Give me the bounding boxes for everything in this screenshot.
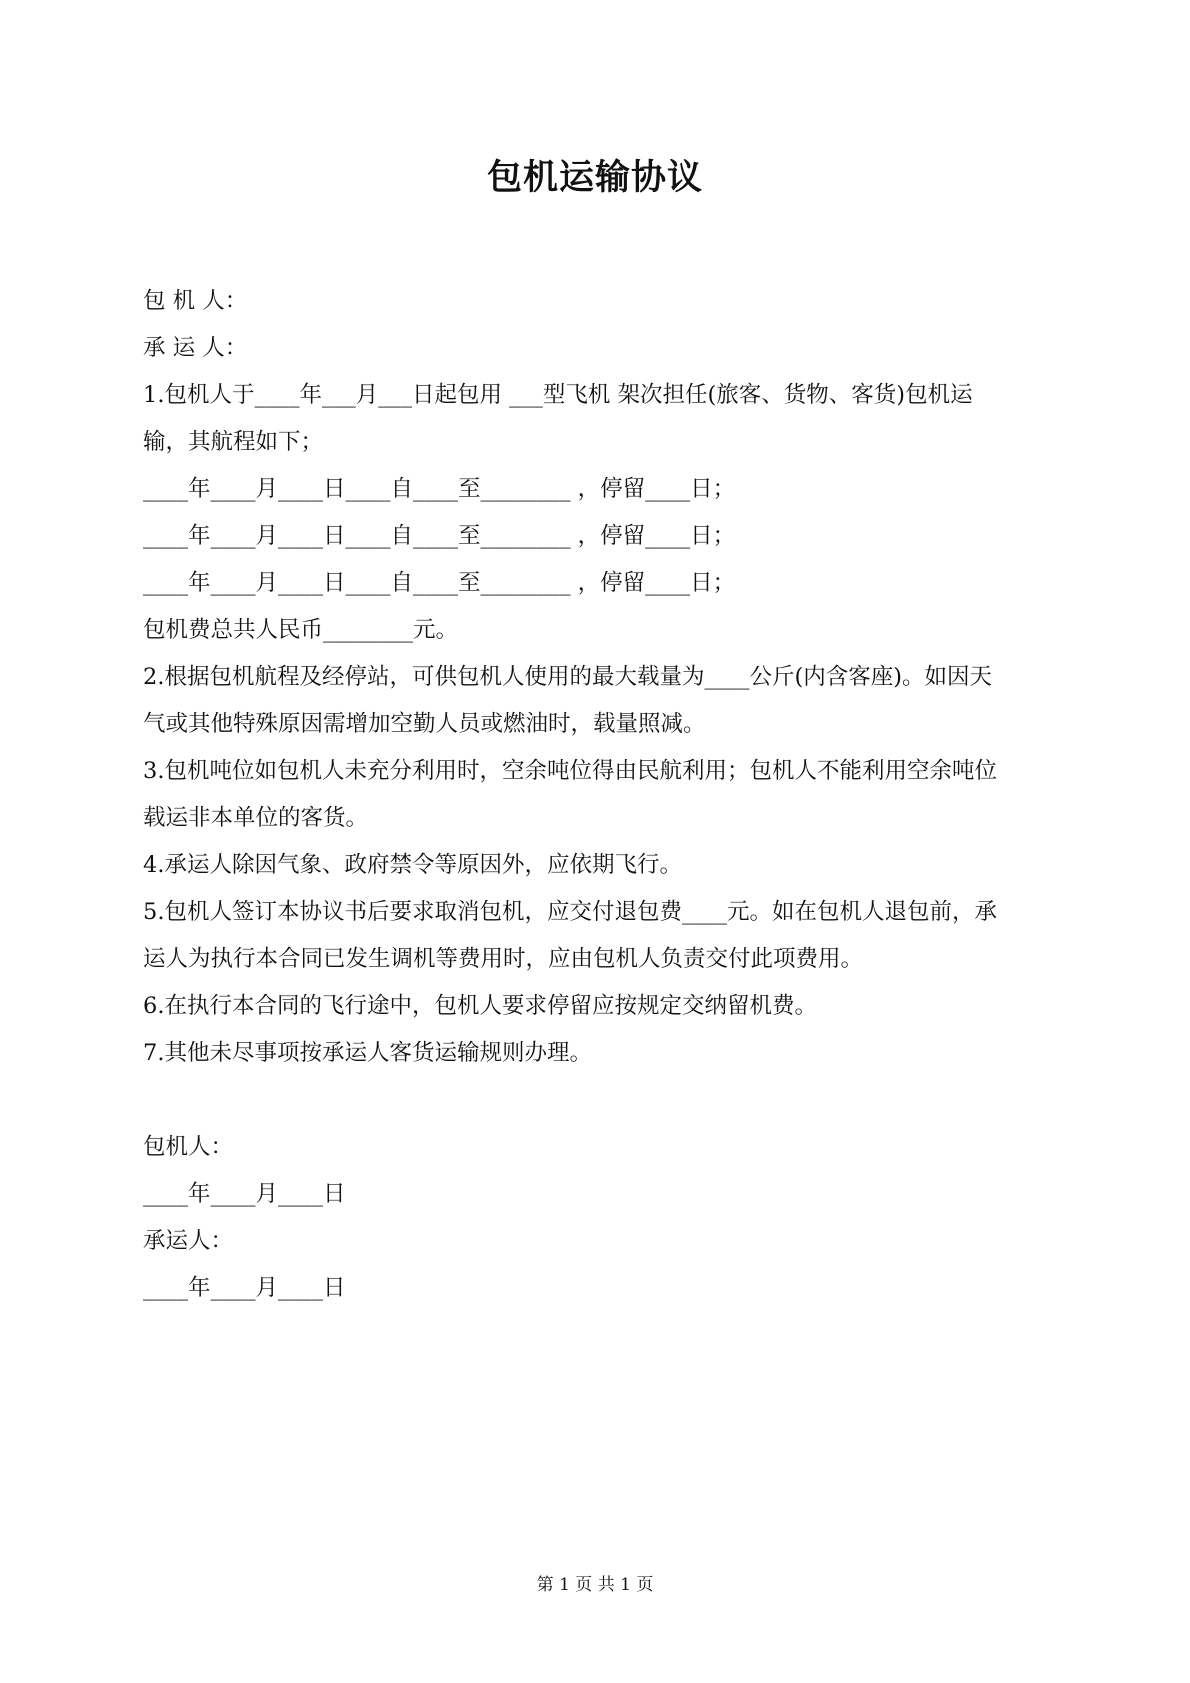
document-title: 包机运输协议 <box>486 158 703 198</box>
clause-1-line-1: 1.包机人于____年___月___日起包用 ___型飞机 架次担任(旅客、货物、客货)包机运 <box>143 382 973 408</box>
clause-3-line-1: 3.包机吨位如包机人未充分利用时，空余吨位得由民航利用；包机人不能利用空余吨位 <box>143 758 997 784</box>
charterer-label: 包 机 人： <box>143 288 248 314</box>
clause-7: 7.其他未尽事项按承运人客货运输规则办理。 <box>143 1040 592 1066</box>
clause-2-line-1: 2.根据包机航程及经停站，可供包机人使用的最大载量为____公斤(内含客座)。如因天 <box>143 664 993 690</box>
signature-carrier-date: ____年____月____日 <box>143 1275 346 1301</box>
signature-spacer <box>143 1077 1057 1124</box>
route-line-2: ____年____月____日____自____至________ ，停留____日； <box>143 523 736 549</box>
clause-6: 6.在执行本合同的飞行途中，包机人要求停留应按规定交纳留机费。 <box>143 993 817 1019</box>
signature-charterer-date: ____年____月____日 <box>143 1181 346 1207</box>
signature-charterer-label: 包机人： <box>143 1134 234 1160</box>
clause-4: 4.承运人除因气象、政府禁令等原因外，应依期飞行。 <box>143 852 682 878</box>
route-line-3: ____年____月____日____自____至________ ，停留____日； <box>143 570 736 596</box>
clause-2-line-2: 气或其他特殊原因需增加空勤人员或燃油时，载量照减。 <box>143 711 706 737</box>
route-line-1: ____年____月____日____自____至________ ，停留____日； <box>143 476 736 502</box>
carrier-label: 承 运 人： <box>143 335 248 361</box>
charter-fee-line: 包机费总共人民币________元。 <box>143 617 459 643</box>
signature-carrier-label: 承运人： <box>143 1228 234 1254</box>
page-footer: 第 1 页 共 1 页 <box>536 1575 654 1595</box>
clause-5-line-1: 5.包机人签订本协议书后要求取消包机，应交付退包费____元。如在包机人退包前，承 <box>143 899 997 925</box>
document-body <box>143 278 1057 1312</box>
clause-5-line-2: 运人为执行本合同已发生调机等费用时，应由包机人负责交付此项费用。 <box>143 946 864 972</box>
clause-1-line-2: 输，其航程如下； <box>143 429 324 455</box>
clause-3-line-2: 载运非本单位的客货。 <box>143 805 369 831</box>
